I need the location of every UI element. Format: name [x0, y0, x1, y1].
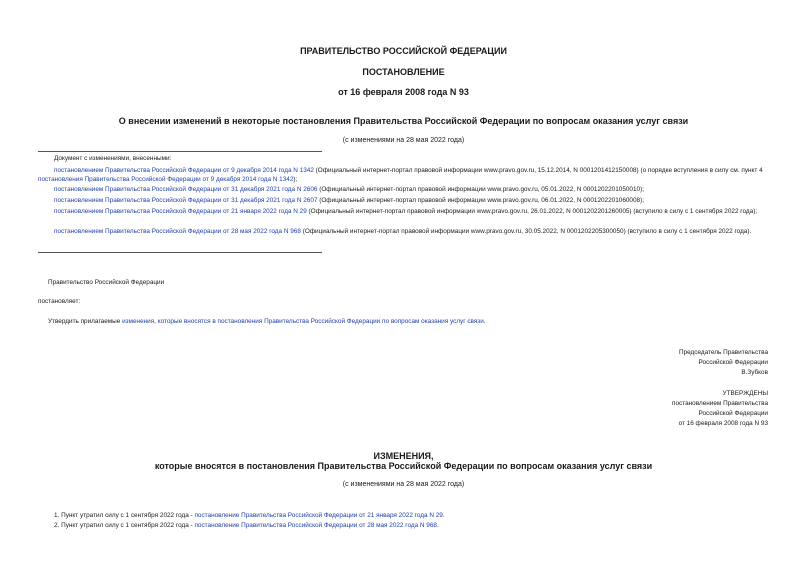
approved-date: от 16 февраля 2008 года N 93: [678, 420, 768, 427]
approve-prefix: Утвердить прилагаемые: [48, 318, 123, 325]
signature-position: Председатель Правительства: [679, 349, 768, 356]
approve-suffix: .: [483, 318, 486, 325]
change-item: [38, 227, 770, 236]
approve-paragraph: [48, 318, 486, 325]
annex-item: [54, 512, 445, 519]
divider-top: [38, 151, 322, 152]
inner-change-link[interactable]: постановления Правительства Российской Федерации от 9 декабря 2014 года N 1342: [38, 176, 294, 183]
signature-name: В.Зубков: [741, 369, 768, 376]
annex-item-text: 1. Пункт утратил силу с 1 сентября 2022 года -: [54, 512, 195, 519]
annex-item-end: .: [442, 512, 445, 519]
change-link[interactable]: постановлением Правительства Российской Федерации от 31 декабря 2021 года N 2607: [54, 197, 318, 204]
document-date: от 16 февраля 2008 года N 93: [338, 87, 469, 97]
annex-title: ИЗМЕНЕНИЯ,: [373, 451, 434, 461]
change-link[interactable]: постановлением Правительства Российской Федерации от 9 декабря 2014 года N 1342: [54, 167, 314, 174]
body-subject: Правительство Российской Федерации: [48, 279, 165, 286]
document-type: ПОСТАНОВЛЕНИЕ: [362, 67, 445, 77]
signature-country: Российской Федерации: [698, 359, 768, 366]
change-text: (Официальный интернет-портал правовой информации www.pravo.gov.ru, 06.01.2022, N 0001202201060008);: [317, 197, 645, 204]
annex-item-link[interactable]: постановление Правительства Российской Федерации от 28 мая 2022 года N 968: [194, 522, 437, 529]
change-item: [38, 185, 770, 194]
annex-subtitle: которые вносятся в постановления Правительства Российской Федерации по вопросам оказания услуг связи: [154, 461, 653, 471]
revision-note: (с изменениями на 28 мая 2022 года): [342, 137, 465, 144]
approved-line: постановлением Правительства: [672, 400, 768, 407]
approve-link[interactable]: изменения, которые вносятся в постановления Правительства Российской Федерации по вопросам оказания услуг связи: [122, 318, 484, 325]
change-link[interactable]: постановлением Правительства Российской Федерации от 31 декабря 2021 года N 2606: [54, 186, 318, 193]
body-decides: постановляет:: [38, 298, 81, 305]
change-link[interactable]: постановлением Правительства Российской Федерации от 28 мая 2022 года N 968: [54, 228, 301, 235]
document-title: О внесении изменений в некоторые постановления Правительства Российской Федерации по вопросам оказания услуг связи: [118, 116, 689, 126]
change-item: [38, 166, 770, 184]
annex-item: [54, 522, 439, 529]
annex-revision: (с изменениями на 28 мая 2022 года): [342, 481, 465, 488]
annex-item-text: 2. Пункт утратил силу с 1 сентября 2022 года -: [54, 522, 195, 529]
change-text: (Официальный интернет-портал правовой информации www.pravo.gov.ru, 05.01.2022, N 0001202201050010);: [317, 186, 645, 193]
changes-intro: Документ с изменениями, внесенными:: [54, 155, 172, 162]
change-text: (Официальный интернет-портал правовой информации www.pravo.gov.ru, 15.12.2014, N 0001201412150008) (о порядке вступления в силу см. пункт 4 постановления Правительства Российской Федерации от 9 декабря 2014 года N 1342);: [38, 167, 763, 183]
government-heading: ПРАВИТЕЛЬСТВО РОССИЙСКОЙ ФЕДЕРАЦИИ: [300, 46, 507, 56]
annex-item-end: .: [436, 522, 439, 529]
approved-heading: УТВЕРЖДЕНЫ: [722, 390, 768, 397]
change-text: (Официальный интернет-портал правовой информации www.pravo.gov.ru, 26.01.2022, N 0001202201260005) (вступило в силу с 1 сентября 2022 года);: [306, 208, 758, 215]
change-text: (Официальный интернет-портал правовой информации www.pravo.gov.ru, 30.05.2022, N 0001202205300050) (вступило в силу с 1 сентября 2022 года).: [300, 228, 752, 235]
change-item: [38, 207, 770, 216]
change-item: [38, 196, 770, 205]
divider-bottom: [38, 252, 322, 253]
annex-item-link[interactable]: постановление Правительства Российской Федерации от 21 января 2022 года N 29: [194, 512, 443, 519]
approved-line: Российской Федерации: [698, 410, 768, 417]
change-link[interactable]: постановлением Правительства Российской Федерации от 21 января 2022 года N 29: [54, 208, 307, 215]
